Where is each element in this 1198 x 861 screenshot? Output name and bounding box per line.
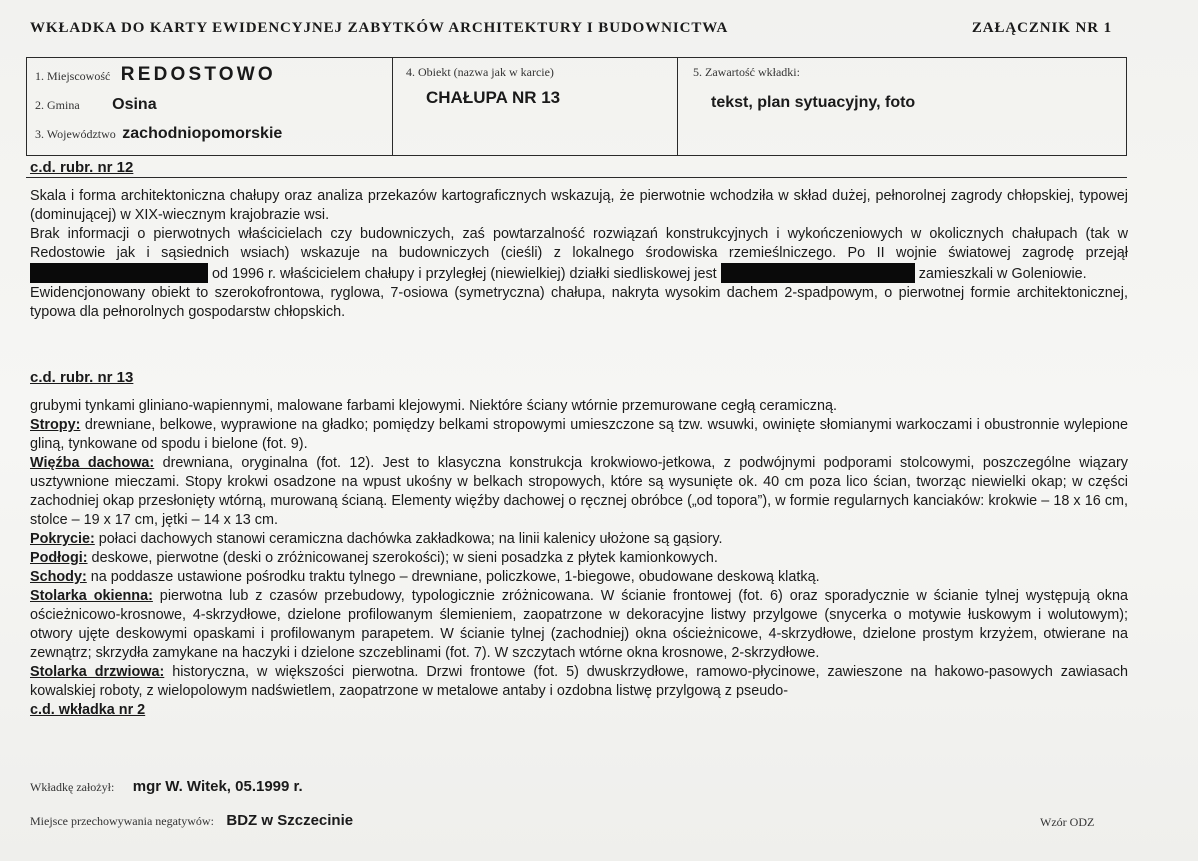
contents-value: tekst, plan sytuacyjny, foto	[711, 94, 916, 111]
term: Stolarka okienna:	[30, 588, 153, 604]
term-text: deskowe, pierwotne (deski o zróżnicowanej szerokości); w sieni posadzka z płytek kamionkowych.	[87, 550, 718, 566]
annex-number: ZAŁĄCZNIK NR 1	[971, 20, 1112, 36]
list-item	[30, 549, 1128, 568]
locality-value: REDOSTOWO	[120, 64, 276, 85]
section-12-heading: c.d. rubr. nr 12	[30, 159, 134, 176]
term-text: drewniana, oryginalna (fot. 12). Jest to klasyczna konstrukcja krokwiowo-jetkowa, z podwójnymi podporami stolcowymi, poszczególne wiązary usztywnione mieczami. Stopy krokwi osadzone na wpust ukośny w belkach stropowych, które są wysunięte ok. 40 cm poza lico ścian, tworząc niewielki okap; w części zachodniej okap przesłonięty wtórną, murowaną ścianą. Elementy więźby dachowej o ręcznej obróbce („od topora”), w formie regularnych kanciaków: krokwie – 18 x 16 cm, stolce – 19 x 17 cm, jętki – 14 x 13 cm.	[30, 455, 1128, 528]
list-item	[30, 416, 1128, 454]
storage-label: Miejsce przechowywania negatywów:	[30, 814, 214, 828]
list-item	[30, 663, 1128, 701]
term-text: pierwotna lub z czasów przebudowy, typologicznie zróżnicowana. W ścianie frontowej (fot. 6) oraz sporadycznie w ścianie tylnej występują okna ościeżnicowo-krosnowe, 4-skrzydłowe, dzielone profilowanym ślemieniem, zaopatrzone w dekoracyjne listwy przylgowe (snycerka o motywie łuskowym i wolutowym); otwory ujęte deskowymi opaskami i profilowanym parapetem. W ścianie tylnej (zachodniej) okna ościeżnicowe, 4-skrzydłowe, dzielone prostym krzyżem, otwierane na zewnątrz; skrzydła zamykane na haczyki i dzielone szczeblinami (fot. 7). W szczytach wtórne okna krosnowe, 2-skrzydłowe.	[30, 588, 1128, 661]
term-text: historyczna, w większości pierwotna. Drzwi frontowe (fot. 5) dwuskrzydłowe, ramowo-płycinowe, zawieszone na hakowo-pasowych zawiasach kowalskiej roboty, z wielopolowym nadświetlem, zaopatrzone w metalowe antaby i ozdobna listwę przylgową z pseudo-	[30, 664, 1128, 699]
document-title: WKŁADKA DO KARTY EWIDENCYJNEJ ZABYTKÓW ARCHITEKTURY I BUDOWNICTWA	[30, 20, 729, 36]
paragraph: Ewidencjonowany obiekt to szerokofrontowa, ryglowa, 7-osiowa (symetryczna) chałupa, nakryta wysokim dachem 2-spadpowym, o pierwotnej formie architektonicznej, typowa dla pełnorolnych gospodarstw chłopskich.	[30, 285, 1128, 320]
voivodeship-value: zachodniopomorskie	[122, 125, 283, 142]
storage-line	[30, 812, 353, 830]
template-mark: Wzór ODZ	[1040, 815, 1095, 829]
paragraph	[30, 225, 1128, 284]
term: Stropy:	[30, 417, 81, 433]
redaction-block	[721, 263, 797, 283]
commune-label: 2. Gmina	[35, 98, 80, 112]
contents-cell	[677, 58, 1126, 155]
term: Schody:	[30, 569, 87, 585]
term: Więźba dachowa:	[30, 455, 155, 471]
paragraph: grubymi tynkami gliniano-wapiennymi, malowane farbami klejowymi. Niektóre ściany wtórnie przemurowane cegłą ceramiczną.	[30, 398, 837, 414]
text-run: od 1996 r. właścicielem chałupy i przyległej (niewielkiej) działki siedliskowej jest	[212, 266, 717, 282]
author-line	[30, 778, 303, 796]
list-item	[30, 530, 1128, 549]
term-text: drewniane, belkowe, wyprawione na gładko; pomiędzy belkami stropowymi umieszczone są tzw. wsuwki, owinięte słomianymi warkoczami i obustronnie wylepione gliną, tynkowane od spodu i bielone (fot. 9).	[30, 417, 1128, 452]
section-13-heading: c.d. rubr. nr 13	[30, 369, 134, 386]
author-label: Wkładkę założył:	[30, 780, 115, 794]
continuation-note: c.d. wkładka nr 2	[30, 702, 146, 718]
locality-label: 1. Miejscowość	[35, 69, 111, 83]
object-label: 4. Obiekt (nazwa jak w karcie)	[406, 65, 554, 79]
term: Stolarka drzwiowa:	[30, 664, 165, 680]
metadata-box	[26, 57, 1127, 156]
location-cell	[27, 58, 393, 155]
term: Pokrycie:	[30, 531, 95, 547]
author-value: mgr W. Witek, 05.1999 r.	[132, 778, 303, 795]
text-run: Brak informacji o pierwotnych właścicielach czy budowniczych, zaś powtarzalność rozwiązań konstrukcyjnych i wykończeniowych w okolicznych chałupach (tak w Redostowie jak i sąsiednich wsiach) wskazuje na budowniczych (cieśli) z lokalnego środowiska rzemieślniczego. Po II wojnie światowej zagrodę przejął	[30, 226, 1128, 261]
storage-value: BDZ w Szczecinie	[226, 812, 354, 829]
commune-value: Osina	[112, 96, 157, 113]
object-value: CHAŁUPA NR 13	[426, 88, 561, 107]
term: Podłogi:	[30, 550, 88, 566]
redaction-block	[797, 263, 915, 283]
contents-label: 5. Zawartość wkładki:	[693, 65, 800, 79]
term-text: na poddasze ustawione pośrodku traktu tylnego – drewniane, policzkowe, 1-biegowe, obudowane deskową klatką.	[86, 569, 820, 585]
object-cell	[392, 58, 678, 155]
redaction-block	[30, 263, 208, 283]
voivodeship-label: 3. Województwo	[35, 127, 116, 141]
section-12-text	[30, 187, 1128, 322]
section-divider	[26, 177, 1127, 178]
list-item	[30, 587, 1128, 663]
section-13-text	[30, 397, 1128, 720]
list-item	[30, 454, 1128, 530]
text-run: zamieszkali w Goleniowie.	[918, 266, 1087, 282]
term-text: połaci dachowych stanowi ceramiczna dachówka zakładkowa; na linii kalenicy ułożone są gąsiory.	[94, 531, 723, 547]
list-item	[30, 568, 1128, 587]
paragraph: Skala i forma architektoniczna chałupy oraz analiza przekazów kartograficznych wskazują, że pierwotnie wchodziła w skład dużej, pełnorolnej zagrody chłopskiej, typowej (dominującej) w XIX-wiecznym krajobrazie wsi.	[30, 188, 1128, 223]
